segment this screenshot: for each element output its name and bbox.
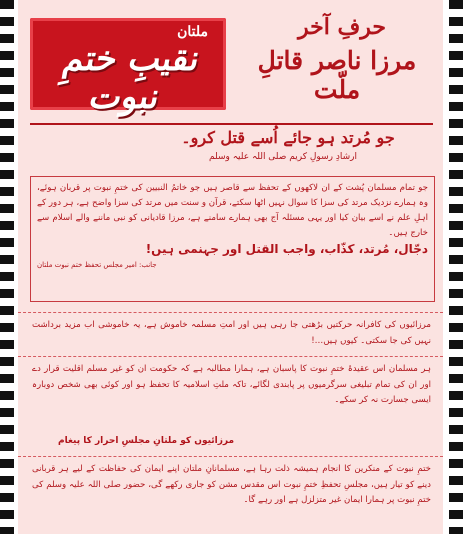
body-paragraph-1: مرزائیوں کی کافرانہ حرکتیں بڑھتی جا رہی ہیں اور امتِ مسلمہ خاموش ہے، یہ خاموشی اب مزید برداشت نہیں کی جا سکتی۔ کیوں ہیں…! [32,320,431,346]
divider [18,456,443,457]
film-strip-right [449,0,463,534]
quote-source: ارشادِ رسولِ کریم صلی اللہ علیہ وسلم [209,152,357,162]
logo-place-name: ملتان [177,24,208,40]
newspaper-page [18,0,443,534]
notice-box [30,176,435,302]
signature: مرزائیوں کو ملتانِ مجلسِ احرار کا پیغام [58,436,235,446]
body-paragraph-2: ہر مسلمان اس عقیدۂ ختمِ نبوت کا پاسبان ہے، ہمارا مطالبہ ہے کہ حکومت ان کو غیر مسلم اقلیت قرار دے اور ان کی تمام تبلیغی سرگرمیوں پر پابندی لگائے، تاکہ ملتِ اسلامیہ کا تحفظ ہو اور کوئی بھی شخص دوبارہ ایسی جسارت نہ کر سکے۔ [32,364,431,405]
headline: مرزا ناصر قاتلِ ملّت [257,46,417,104]
top-rule [30,123,433,125]
logo-title: نقیبِ ختمِ نبوت [59,39,203,117]
notice-credit: جانب: امیر مجلس تحفظ ختم نبوت ملتان [37,261,157,269]
kicker: حرفِ آخر [297,14,387,40]
quote-text: جو مُرتد ہو جائے اُسے قتل کرو۔ [181,128,395,147]
notice-paragraph: جو تمام مسلمان پُشت کے ان لاکھوں کے تحفظ سے قاصر ہیں جو خاتمُ النبیین کی ختمِ نبوت پر قربان ہوئے، وہ ہمارے نزدیک مرتد کی سزا کا سوال نہیں اٹھا سکتے، قرآن و سنت میں مرتد کی سزا واضح ہے، ہر دور کے اہلِ علم نے اسے بیان کیا اور یہی مسئلہ آج بھی ہمارے سامنے ہے، مرزا قادیانی کو نبی ماننے والے اسلام سے خارج ہیں۔ [37,183,428,238]
divider [18,312,443,313]
film-strip-left [0,0,14,534]
divider [18,356,443,357]
notice-emphasis: دجّال، مُرتد، کذّاب، واجب القتل اور جہنمی ہیں! [145,242,428,256]
masthead [24,14,442,117]
body-paragraph-3: ختمِ نبوت کے منکرین کا انجام ہمیشہ ذلت رہا ہے، مسلمانانِ ملتان اپنے ایمان کی حفاظت کے لیے ہر قربانی دینے کو تیار ہیں، مجلسِ تحفظِ ختمِ نبوت اس مقدس مشن کو جاری رکھے گی، حضور صلی اللہ علیہ وسلم کی ختمِ نبوت پر ہمارا ایمان غیر متزلزل ہے اور رہے گا۔ [32,464,431,505]
newspaper-logo [30,18,226,117]
